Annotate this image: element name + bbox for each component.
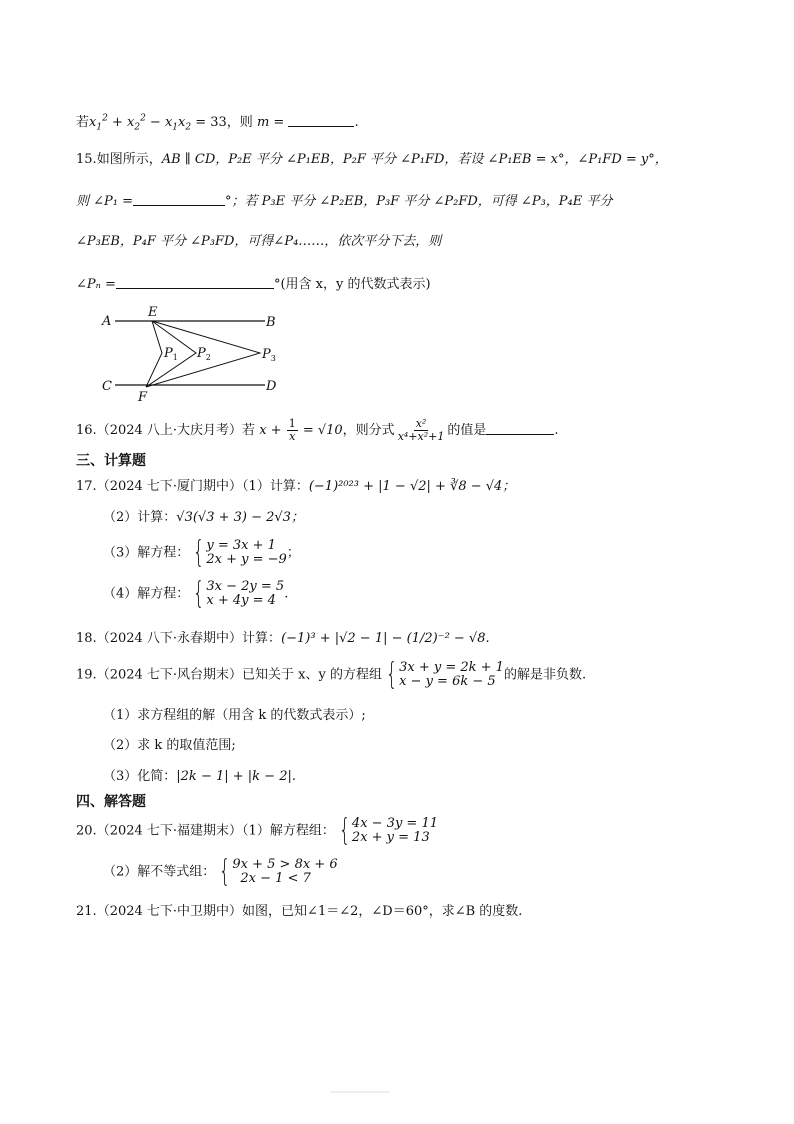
q19 [76,657,587,692]
q15-line3-text: ∠P₃EB，P₄F 平分 ∠P₃FD，可得∠P₄……，依次平分下去，则 [76,234,442,249]
q18-number: 18. [76,631,97,646]
label-d: D [266,379,277,394]
q19-text-a: 已知关于 x、y 的方程组 [242,667,382,683]
q15-angle-p1: 则 ∠P₁ = [76,194,134,209]
q18-source: （2024 八下·永春期中） [96,631,243,646]
q19-system: { 3x + y = 2k + 1 x − y = 6k − 5 [385,657,504,692]
q14-expression: $x_1^2 + x_2^2 - x_1x_2$ [89,113,192,133]
q15-line4 [76,275,431,294]
q19-part2: （2）求 k 的取值范围; [103,738,236,753]
q17-p3-label: （3）解方程： [103,545,190,561]
q15-line1 [76,151,668,169]
q19-row1: 3x + y = 2k + 1 [399,660,504,675]
q21-text: 如图，已知∠1＝∠2，∠D＝60°，求∠B 的度数. [242,904,523,919]
q17-source: （2024 七下·厦门期中） [96,479,243,494]
q14-rhs: = 33，则 [191,115,257,130]
q16-text-a: 若 [242,423,260,438]
q20-p2-label: （2）解不等式组： [103,864,216,880]
q16-source: （2024 八上·大庆月考） [96,423,243,438]
q16 [76,418,559,443]
q20-p2-row1: 9x + 5 > 8x + 6 [232,857,338,872]
q16-frac-den: x [289,430,296,443]
q15-angle-pn: ∠Pₙ = [76,277,116,292]
q20-p1-system: { 4x − 3y = 11 2x + y = 13 [338,813,438,848]
q15-blank-pn[interactable] [116,275,274,289]
q14-prefix: 若 [76,115,90,130]
label-b: B [266,315,276,330]
q14-var: m [256,115,270,130]
q16-fraction-expression [396,418,447,443]
q21-number: 21. [76,904,97,919]
q15-line4-text: °(用含 x，y 的代数式表示) [273,277,431,292]
q19-part1: （1）求方程组的解（用含 k 的代数式表示）; [103,708,366,723]
q17-p3-system: { y = 3x + 1 2x + y = −9 [193,535,287,570]
q17-p3-row1: y = 3x + 1 [206,538,276,553]
q16-frac-num: 1 [288,417,296,430]
q17-number: 17. [76,479,97,494]
q15-line2-text: °；若 P₃E 平分 ∠P₂EB，P₃F 平分 ∠P₂FD，可得 ∠P₃，P₄E 平分 [225,194,613,209]
q19-p3-math: |2k − 1| + |k − 2|. [176,769,296,784]
q16-frac2-num: x² [415,417,427,430]
q16-text-b: ，则分式 [342,423,395,438]
q20-p2-system: { 9x + 5 > 8x + 6 2x − 1 < 7 [219,854,338,889]
q17-p2-math: √3(√3 + 3) − 2√3； [176,510,304,525]
q20-p2-row2: 2x − 1 < 7 [240,871,311,886]
q21 [76,903,522,921]
q17-p2-label: （2）计算： [103,510,177,525]
q18 [76,630,490,648]
page-footer-mark [330,1083,390,1086]
q20-number: 20. [76,823,97,839]
q17-part1 [76,478,515,496]
q17-p4-system: { 3x − 2y = 5 x + 4y = 4 [193,576,285,611]
q15-intro: 如图所示， [96,152,162,167]
q18-math: (−1)³ + |√2 − 1| − (1/2)⁻² − √8. [281,631,490,646]
geometry-figure [100,303,290,403]
q14-tail [76,113,359,132]
q20-part1 [76,813,438,848]
q20-p1-label: （1）解方程组： [242,823,335,839]
label-a: A [102,314,112,329]
q19-part3 [103,768,296,786]
q17-p4-row1: 3x − 2y = 5 [206,579,285,594]
label-p3: $P_3$ [262,347,276,363]
q20-source: （2024 七下·福建期末） [96,823,243,839]
q15-blank-p1[interactable] [133,192,225,206]
footer-dash [330,1091,390,1094]
q15-conditions: AB ∥ CD，P₂E 平分 ∠P₁EB，P₂F 平分 ∠P₁FD，若设 ∠P₁EB = x°，∠P₁FD = y°， [161,152,668,167]
q14-answer-blank[interactable] [288,113,354,127]
q20-p1-row1: 4x − 3y = 11 [351,816,438,831]
q18-label: 计算： [242,631,282,646]
label-p1: $P_1$ [164,346,178,362]
q20-part2 [103,854,338,889]
section-heading-3: 三、计算题 [76,453,146,469]
q17-p1-label: （1）计算： [242,479,309,494]
q19-row2: x − y = 6k − 5 [399,674,496,689]
q16-math-a: x + [259,423,286,438]
q16-dot: . [554,423,559,438]
q17-p4-label: （4）解方程： [103,586,190,602]
q15-line2 [76,192,612,211]
q17-p3-end: ； [286,545,300,561]
q19-number: 19. [76,667,97,683]
q14-dot: . [354,115,359,130]
q14-eq: = [269,115,289,130]
q17-part2 [103,509,304,527]
label-e: E [148,305,158,320]
label-c: C [102,379,112,394]
q20-p1-row2: 2x + y = 13 [351,830,430,845]
q19-text-b: 的解是非负数. [503,667,587,683]
q16-math-b: = √10 [298,423,343,438]
q16-answer-blank[interactable] [486,421,554,435]
q16-text-c: 的值是 [447,423,487,438]
section-heading-4: 四、解答题 [76,794,146,810]
q15-line3 [76,233,441,251]
q17-part3 [103,535,300,570]
q16-frac2-den: x⁴+x²+1 [397,430,445,443]
q16-number: 16. [76,423,97,438]
q17-p3-row2: 2x + y = −9 [206,552,287,567]
q17-p4-end: . [284,586,289,602]
q16-fraction-1-over-x [287,418,298,443]
label-f: F [138,390,148,403]
label-p2: $P_2$ [197,346,211,362]
q19-p3-label: （3）化简： [103,769,177,784]
q17-p4-row2: x + 4y = 4 [206,593,276,608]
q21-source: （2024 七下·中卫期中） [96,904,243,919]
q15-number: 15. [76,152,97,167]
path-p1 [146,321,162,387]
q17-p1-math: (−1)²⁰²³ + |1 − √2| + ∛8 − √4； [308,479,516,494]
q19-source: （2024 七下·风台期末） [96,667,243,683]
q17-part4 [103,576,289,611]
